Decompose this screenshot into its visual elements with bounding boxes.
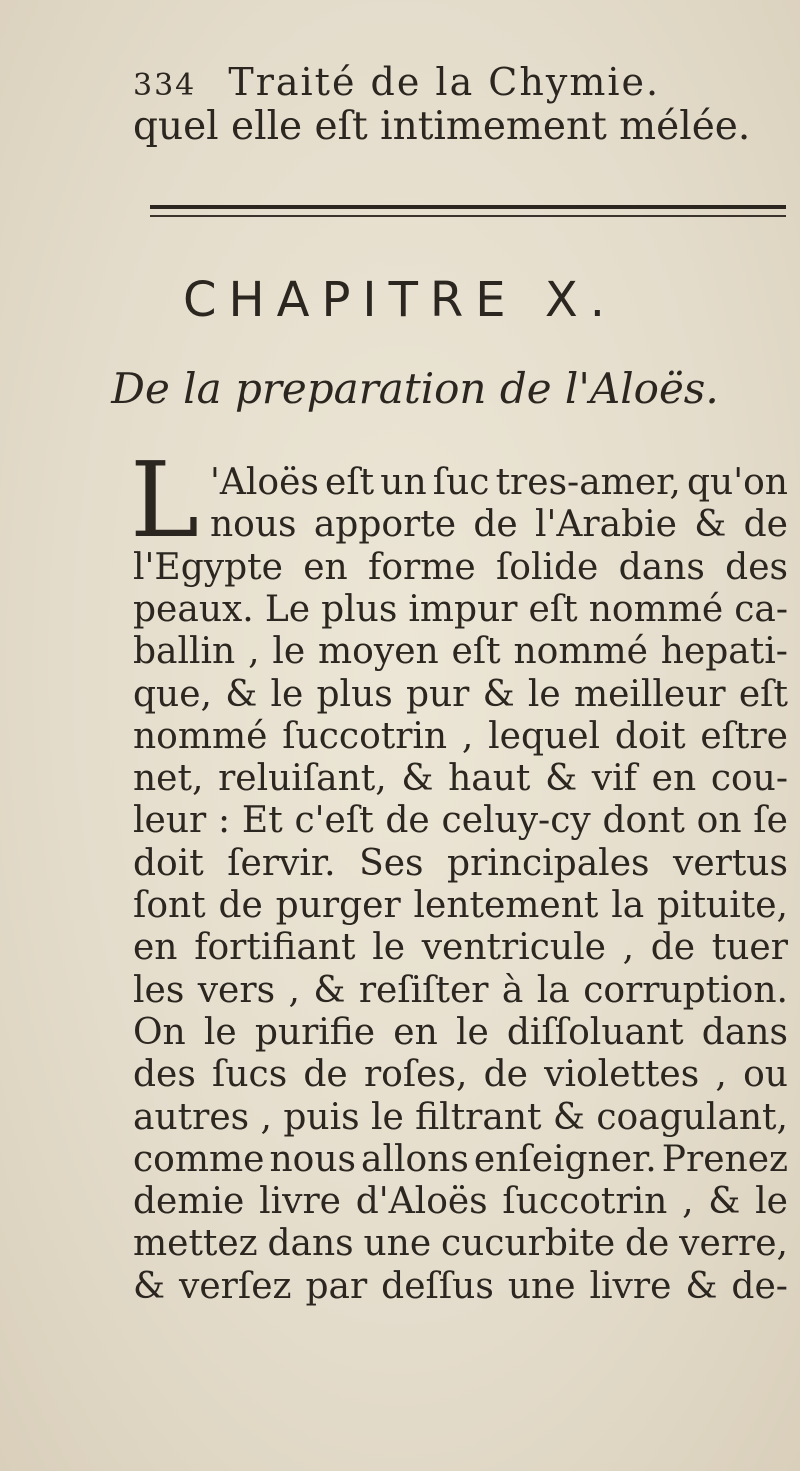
- ornamental-rule: [150, 205, 786, 212]
- body-line: mettez dans une cucurbite de verre,: [133, 1223, 788, 1265]
- body-line: net, reluiſant, & haut & vif en cou-: [133, 758, 788, 800]
- body-line: en fortifiant le ventricule , de tuer: [133, 927, 788, 969]
- body-line: des ſucs de roſes, de violettes , ou: [133, 1054, 788, 1096]
- body-line: & verſez par deſſus une livre & de-: [133, 1265, 788, 1307]
- chapter-heading: CHAPITRE X.: [183, 272, 617, 328]
- running-title: Traité de la Chymie.: [228, 60, 661, 104]
- body-line: nommé ſuccotrin , lequel doit eſtre: [133, 715, 788, 757]
- page-number: 334: [133, 68, 197, 103]
- body-line: ſont de purger lentement la pituite,: [133, 885, 788, 926]
- running-head: [133, 60, 773, 108]
- chapter-title: De la preparation de l'Aloës.: [111, 364, 719, 413]
- body-line: doit ſervir. Ses principales vertus: [133, 842, 788, 884]
- drop-cap: L: [130, 439, 200, 561]
- body-line: leur : Et c'eſt de celuy-cy dont on ſe: [133, 800, 788, 842]
- body-line: que, & le plus pur & le meilleur eſt: [133, 673, 788, 715]
- body-line: 'Aloës eſt un ſuc tres-amer, qu'on: [210, 462, 788, 503]
- rule-underline: [150, 215, 786, 217]
- body-line: comme nous allons enſeigner. Prenez: [133, 1138, 788, 1180]
- body-line: ballin , le moyen eſt nommé hepati-: [133, 631, 788, 673]
- body-line: nous apporte de l'Arabie & de: [210, 504, 788, 546]
- carryover-line: quel elle eſt intimement mélée.: [133, 104, 751, 149]
- body-line: demie livre d'Aloës ſuccotrin , & le: [133, 1181, 788, 1223]
- body-line: autres , puis le filtrant & coagulant,: [133, 1096, 788, 1138]
- body-line: l'Egypte en forme ſolide dans des: [133, 546, 788, 588]
- body-line: les vers , & reſiſter à la corruption.: [133, 969, 788, 1011]
- body-line: On le purifie en le diſſoluant dans: [133, 1011, 788, 1053]
- body-line: peaux. Le plus impur eſt nommé ca-: [133, 588, 788, 630]
